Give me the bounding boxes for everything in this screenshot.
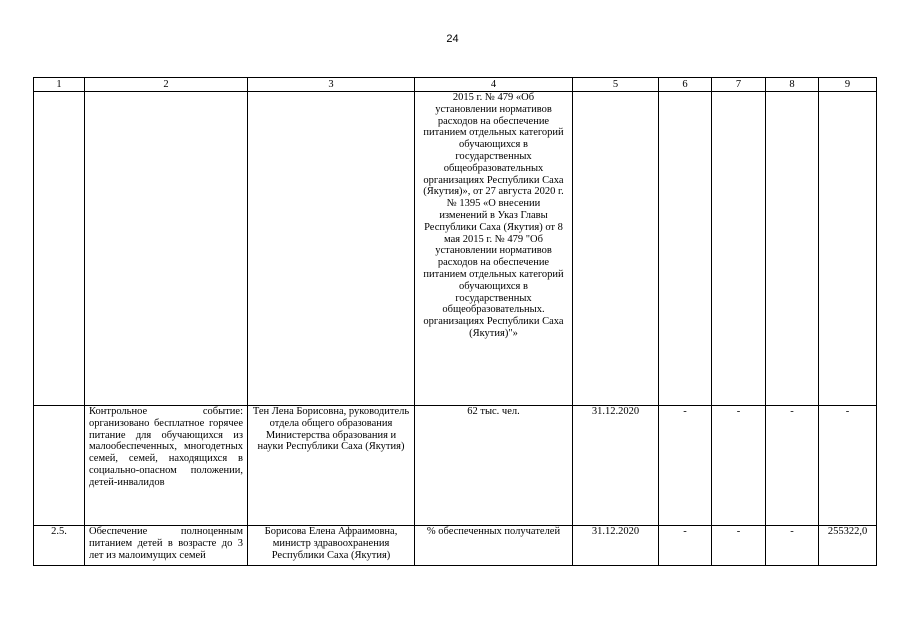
cell-col6: - <box>659 406 712 526</box>
cell-col9: - <box>819 406 877 526</box>
cell-responsible: Борисова Елена Афраимовна, министр здравоохранения Республики Саха (Якутия) <box>248 526 415 566</box>
cell-date: 31.12.2020 <box>573 406 659 526</box>
plan-table <box>33 77 877 566</box>
page-number: 24 <box>446 33 459 45</box>
col-header-7: 7 <box>712 78 766 92</box>
cell-col6 <box>659 92 712 406</box>
col-header-9: 9 <box>819 78 877 92</box>
col-header-3: 3 <box>248 78 415 92</box>
table-row <box>34 406 877 526</box>
col-header-4: 4 <box>415 78 573 92</box>
cell-col7: - <box>712 406 766 526</box>
cell-indicator: 2015 г. № 479 «Об установлении нормативов расходов на обеспечение питанием отдельных категорий обучающихся в государственных общеобразовательных организациях Республики Саха (Якутия)», от 27 августа 2020 г. № 1395 «О внесении изменений в Указ Главы Республики Саха (Якутия) от 8 мая 2015 г. № 479 "Об установлении нормативов расходов на обеспечение питанием отдельных категорий обучающихся в государственных общеобразовательных. организациях Республики Саха (Якутия)"» <box>415 92 573 406</box>
cell-number <box>34 406 85 526</box>
cell-col9: 255322,0 <box>819 526 877 566</box>
cell-col8: - <box>766 526 819 566</box>
col-header-6: 6 <box>659 78 712 92</box>
cell-col6: - <box>659 526 712 566</box>
col-header-8: 8 <box>766 78 819 92</box>
cell-event <box>85 92 248 406</box>
cell-col9 <box>819 92 877 406</box>
cell-col7 <box>712 92 766 406</box>
cell-number <box>34 92 85 406</box>
cell-responsible: Тен Лена Борисовна, руководитель отдела общего образования Министерства образования и науки Республики Саха (Якутия) <box>248 406 415 526</box>
cell-col8 <box>766 92 819 406</box>
cell-event: Контрольное событие: организовано бесплатное горячее питание для обучающихся из малообеспеченных, многодетных семей, семей, находящихся в социально-опасном положении, детей-инвалидов <box>85 406 248 526</box>
cell-indicator: % обеспеченных получателей <box>415 526 573 566</box>
col-header-5: 5 <box>573 78 659 92</box>
cell-event: Обеспечение полноценным питанием детей в возрасте до 3 лет из малоимущих семей <box>85 526 248 566</box>
cell-number: 2.5. <box>34 526 85 566</box>
table-row <box>34 526 877 566</box>
cell-responsible <box>248 92 415 406</box>
header-row <box>34 78 877 92</box>
table-row <box>34 92 877 406</box>
cell-col8: - <box>766 406 819 526</box>
cell-date <box>573 92 659 406</box>
col-header-1: 1 <box>34 78 85 92</box>
cell-indicator: 62 тыс. чел. <box>415 406 573 526</box>
cell-col7: - <box>712 526 766 566</box>
col-header-2: 2 <box>85 78 248 92</box>
cell-date: 31.12.2020 <box>573 526 659 566</box>
